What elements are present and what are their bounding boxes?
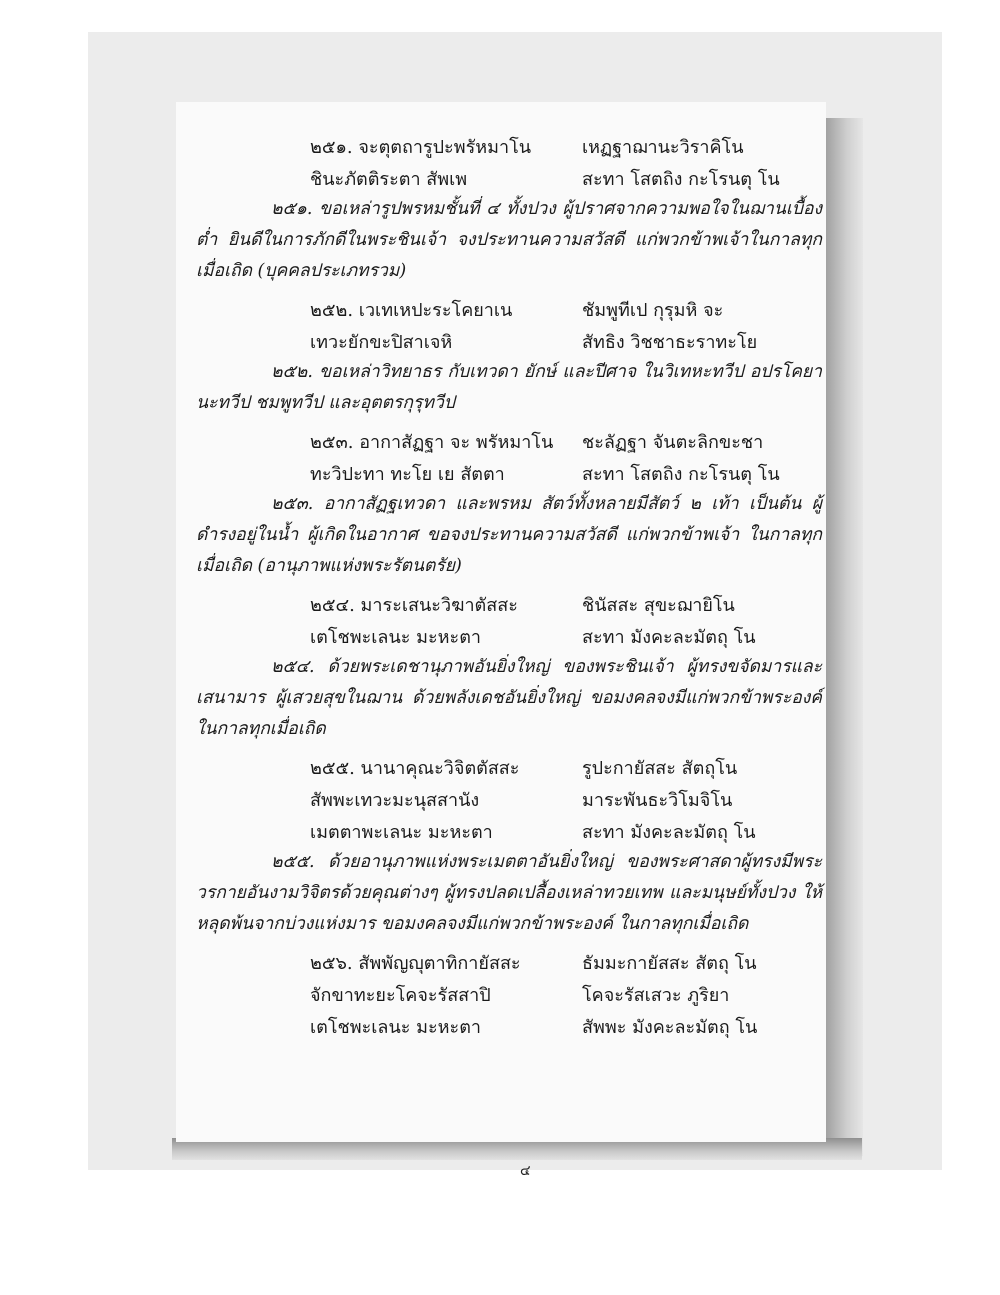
verse-right: ธัมมะกายัสสะ สัตถุ โน	[582, 953, 757, 974]
verse-line	[196, 128, 822, 160]
verse-right: ชัมพูทีเป กุรุมหิ จะ	[582, 300, 724, 321]
verse-left: ๒๕๑. จะตุตถารูปะพรัหมาโน	[310, 137, 532, 158]
verse-left: ชินะภัตติระตา สัพเพ	[310, 169, 468, 190]
verse-line	[196, 1008, 822, 1040]
verse-section	[196, 423, 822, 586]
verse-translation: ๒๕๒. ขอเหล่าวิทยาธร กับเทวดา ยักษ์ และปีศาจ ในวิเทหะทวีป อปรโคยานะทวีป ชมพูทวีป และอุตตรกุรุทวีป	[196, 362, 822, 413]
verse-right: ชินัสสะ สุขะฌายิโน	[582, 595, 735, 616]
verse-left: ๒๕๕. นานาคุณะวิจิตตัสสะ	[310, 758, 520, 779]
verse-section	[196, 586, 822, 749]
verse-line	[196, 618, 822, 650]
verse-left: เตโชพะเลนะ มะหะตา	[310, 1017, 481, 1038]
page-footer-mark: ๔	[520, 1163, 531, 1179]
verse-right: มาระพันธะวิโมจิโน	[582, 790, 733, 811]
verse-left: ๒๕๒. เวเทเหปะระโคยาเน	[310, 300, 513, 321]
verse-right: ชะลัฏฐา จันตะลิกขะชา	[582, 432, 764, 453]
chant-text-block	[196, 128, 822, 1040]
verse-right: สะทา มังคะละมัตถุ โน	[582, 627, 756, 648]
verse-line	[196, 586, 822, 618]
page-shadow-right	[823, 118, 863, 1156]
verse-line	[196, 944, 822, 976]
verse-right: สัพพะ มังคะละมัตถุ โน	[582, 1017, 758, 1038]
verse-right: เหฏฐาฌานะวิราคิโน	[582, 137, 744, 158]
verse-line	[196, 423, 822, 455]
verse-translation: ๒๕๔. ด้วยพระเดชานุภาพอันยิ่งใหญ่ ของพระชินเจ้า ผู้ทรงขจัดมารและเสนามาร ผู้เสวยสุขในฌาน ด้วยพลังเดชอันยิ่งใหญ่ ขอมงคลจงมีแก่พวกข้าพระองค์ ในกาลทุกเมื่อเถิด	[196, 657, 822, 739]
verse-left: ทะวิปะทา ทะโย เย สัตตา	[310, 464, 505, 485]
verse-line	[196, 813, 822, 845]
verse-right: รูปะกายัสสะ สัตถุโน	[582, 758, 738, 779]
verse-left: เทวะยักขะปิสาเจหิ	[310, 332, 453, 353]
verse-right: สะทา โสตถิง กะโรนตุ โน	[582, 464, 780, 485]
verse-left: เตโชพะเลนะ มะหะตา	[310, 627, 481, 648]
verse-section	[196, 128, 822, 291]
verse-left: ๒๕๔. มาระเสนะวิฆาตัสสะ	[310, 595, 518, 616]
verse-line	[196, 323, 822, 355]
verse-left: สัพพะเทวะมะนุสสานัง	[310, 790, 480, 811]
verse-line	[196, 781, 822, 813]
verse-right: สะทา มังคะละมัตถุ โน	[582, 822, 756, 843]
verse-line	[196, 455, 822, 487]
verse-left: ๒๕๖. สัพพัญญุตาทิกายัสสะ	[310, 953, 521, 974]
verse-translation: ๒๕๑. ขอเหล่ารูปพรหมชั้นที่ ๔ ทั้งปวง ผู้ปราศจากความพอใจในฌานเบื้องต่ำ ยินดีในการภักดีในพระชินเจ้า จงประทานความสวัสดี แก่พวกข้าพเจ้าในกาลทุกเมื่อเถิด (บุคคลประเภทรวม)	[196, 199, 822, 281]
verse-section	[196, 749, 822, 944]
verse-left: เมตตาพะเลนะ มะหะตา	[310, 822, 493, 843]
verse-left: จักขาทะยะโคจะรัสสาปิ	[310, 985, 491, 1006]
verse-line	[196, 291, 822, 323]
verse-translation: ๒๕๕. ด้วยอานุภาพแห่งพระเมตตาอันยิ่งใหญ่ ของพระศาสดาผู้ทรงมีพระวรกายอันงามวิจิตรด้วยคุณต่างๆ ผู้ทรงปลดเปลื้องเหล่าทวยเทพ และมนุษย์ทั้งปวง ให้หลุดพ้นจากบ่วงแห่งมาร ขอมงคลจงมีแก่พวกข้าพระองค์ ในกาลทุกเมื่อเถิด	[196, 852, 822, 934]
verse-right: สัทธิง วิชชาธะราทะโย	[582, 332, 758, 353]
verse-section	[196, 944, 822, 1040]
verse-right: โคจะรัสเสวะ ภูริยา	[582, 985, 730, 1006]
verse-line	[196, 160, 822, 192]
verse-translation: ๒๕๓. อากาสัฏฐเทวดา และพรหม สัตว์ทั้งหลายมีสัตว์ ๒ เท้า เป็นต้น ผู้ดำรงอยู่ในน้ำ ผู้เกิดในอากาศ ขอจงประทานความสวัสดี แก่พวกข้าพเจ้า ในกาลทุกเมื่อเถิด (อานุภาพแห่งพระรัตนตรัย)	[196, 494, 822, 576]
verse-section	[196, 291, 822, 423]
verse-left: ๒๕๓. อากาสัฏฐา จะ พรัหมาโน	[310, 432, 554, 453]
verse-line	[196, 749, 822, 781]
verse-right: สะทา โสตถิง กะโรนตุ โน	[582, 169, 780, 190]
verse-line	[196, 976, 822, 1008]
